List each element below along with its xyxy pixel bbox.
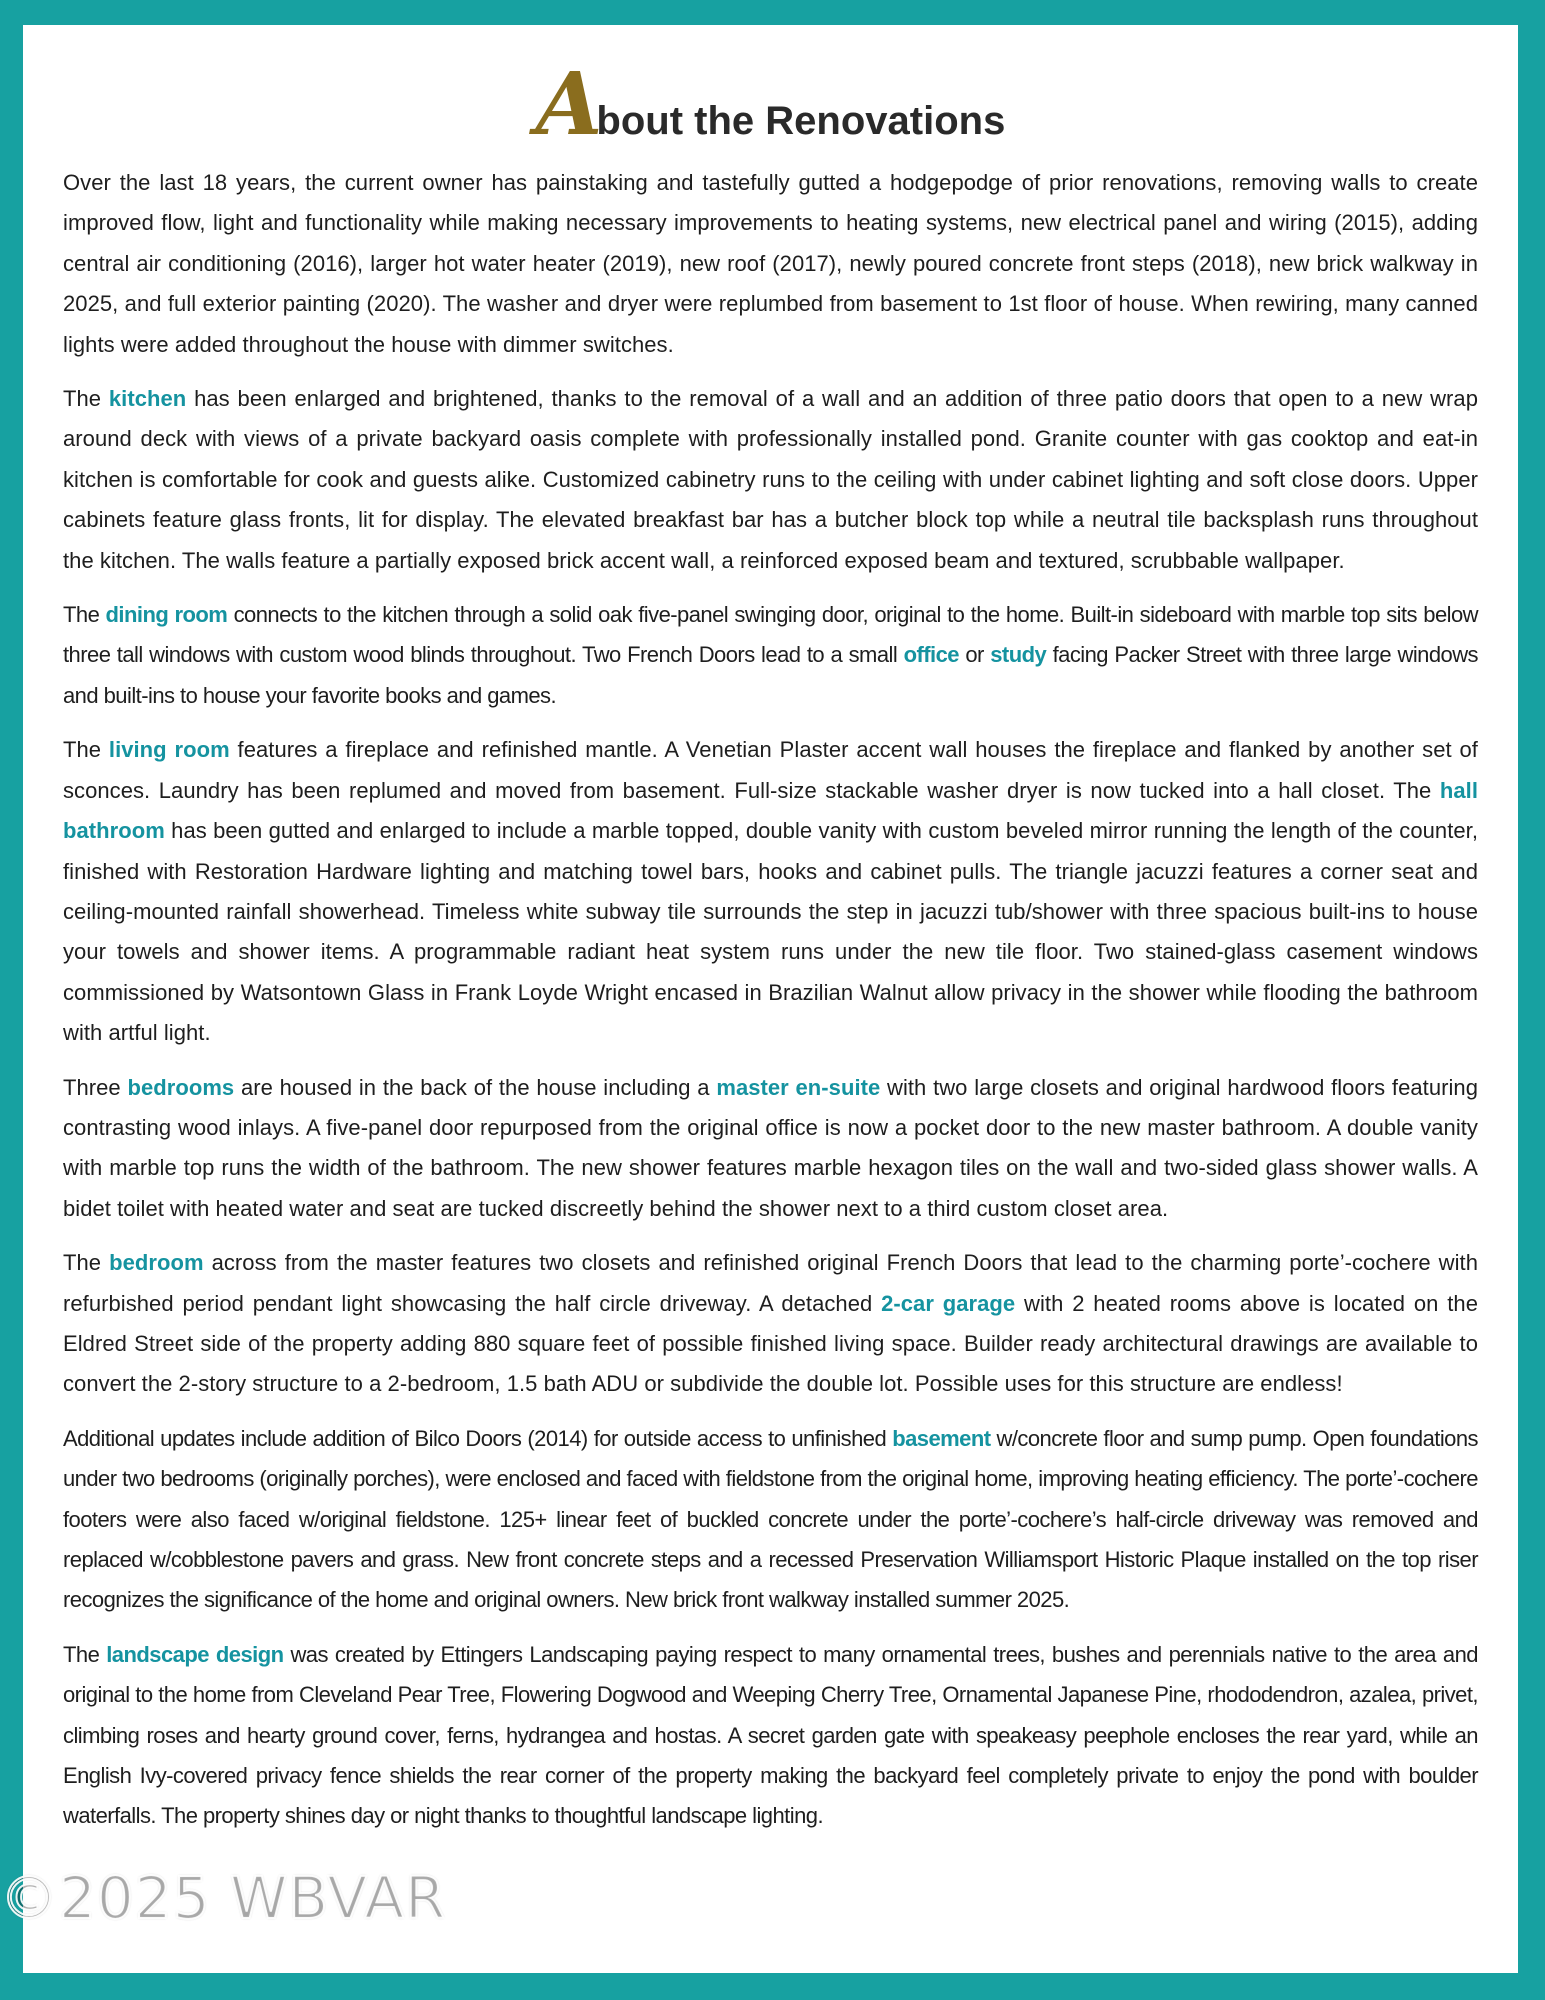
highlight-garage: 2-car garage (881, 1290, 1016, 1316)
paragraph-text: features a fireplace and refinished mantle. A Venetian Plaster accent wall houses the fireplace and flanked by another set of sconces. Laundry has been replumed and moved from basement. Full-size stackable washer dryer is now tucked into a hall closet. The (63, 737, 1478, 803)
paragraph-text: facing Packer Street with three large windows and built-ins to house your favorite books and games. (63, 642, 1478, 708)
paragraph-text: The (63, 386, 109, 412)
highlight-dining-room: dining room (105, 602, 228, 628)
document-page (23, 25, 1518, 1973)
paragraph-bedroom-garage (63, 1243, 1478, 1405)
paragraph-text: Three (63, 1074, 128, 1100)
highlight-landscape-design: landscape design (106, 1641, 284, 1667)
highlight-hall-bathroom: hall bathroom (63, 777, 1478, 844)
paragraph-text: has been enlarged and brightened, thanks to the removal of a wall and an addition of three patio doors that open to a new wrap around deck with views of a private backyard oasis complete with professionally installed pond. Granite counter with gas cooktop and eat-in kitchen is comfortable for cook and guests alike. Customized cabinetry runs to the ceiling with under cabinet lighting and soft close doors. Upper cabinets feature glass fronts, lit for display. The elevated breakfast bar has a butcher block top while a neutral tile backsplash runs throughout the kitchen. The walls feature a partially exposed brick accent wall, a reinforced exposed beam and textured, scrubbable wallpaper. (63, 386, 1478, 573)
page-title (63, 54, 1478, 155)
highlight-bedroom: bedroom (109, 1250, 204, 1276)
paragraph-text: was created by Ettingers Landscaping paying respect to many ornamental trees, bushes and perennials native to the area and original to the home from Cleveland Pear Tree, Flowering Dogwood and Weeping Cherry Tree, Ornamental Japanese Pine, rhododendron, azalea, privet, climbing roses and hearty ground cover, ferns, hydrangea and hostas. A secret garden gate with speakeasy peephole encloses the rear yard, while an English Ivy-covered privacy fence shields the rear corner of the property making the backyard feel completely private to enjoy the pond with boulder waterfalls. The property shines day or night thanks to thoughtful landscape lighting. (63, 1641, 1478, 1829)
paragraph-text: The (63, 1641, 107, 1667)
paragraph-text: Additional updates include addition of Bilco Doors (2014) for outside access to unfinished (63, 1425, 893, 1451)
title-text: bout the Renovations (596, 99, 1006, 143)
paragraph-landscape (63, 1635, 1478, 1837)
paragraph-kitchen (63, 379, 1478, 581)
highlight-kitchen: kitchen (108, 386, 187, 412)
highlight-office: office (903, 642, 959, 668)
paragraph-text: The (63, 602, 106, 628)
paragraph-text: The (63, 1250, 110, 1276)
paragraph-text: are housed in the back of the house including a (234, 1074, 717, 1100)
highlight-bedrooms: bedrooms (127, 1074, 235, 1100)
paragraph-text: has been gutted and enlarged to include a marble topped, double vanity with custom beveled mirror running the length of the counter, finished with Restoration Hardware lighting and matching towel bars, hooks and cabinet pulls. The triangle jacuzzi features a corner seat and ceiling-mounted rainfall showerhead. Timeless white subway tile surrounds the step in jacuzzi tub/shower with three spacious built-ins to house your towels and shower items. A programmable radiant heat system runs under the new tile floor. Two stained-glass casement windows commissioned by Watsontown Glass in Frank Loyde Wright encased in Brazilian Walnut allow privacy in the shower while flooding the bathroom with artful light. (63, 818, 1478, 1046)
paragraph-text: connects to the kitchen through a solid oak five-panel swinging door, original to the home. Built-in sideboard with marble top sits below three tall windows with custom wood blinds throughout. Two French Doors lead to a small (63, 602, 1479, 668)
paragraph-text: or (958, 642, 991, 668)
paragraph-text: with two large closets and original hardwood floors featuring contrasting wood inlays. A five-panel door repurposed from the original office is now a pocket door to the new master bathroom. A double vanity with marble top runs the width of the bathroom. The new shower features marble hexagon tiles on the wall and two-sided glass shower walls. A bidet toilet with heated water and seat are tucked discreetly behind the shower next to a third custom closet area. (63, 1074, 1478, 1221)
paragraph-additional-updates (63, 1419, 1478, 1621)
paragraph-text: w/concrete floor and sump pump. Open foundations under two bedrooms (originally porches), were enclosed and faced with fieldstone from the original home, improving heating efficiency. The porte’-cochere footers were also faced w/original fieldstone. 125+ linear feet of buckled concrete under the porte’-cochere’s half-circle driveway was removed and replaced w/cobblestone pavers and grass. New front concrete steps and a recessed Preservation Williamsport Historic Plaque installed on the top riser recognizes the significance of the home and original owners. New brick front walkway installed summer 2025. (63, 1425, 1478, 1613)
highlight-living-room: living room (108, 737, 230, 763)
copyright-watermark: ©2025 WBVAR (0, 1864, 447, 1932)
title-dropcap: A (535, 54, 597, 155)
paragraph-text: Over the last 18 years, the current owner has painstaking and tastefully gutted a hodgepodge of prior renovations, removing walls to create improved flow, light and functionality while making necessary improvements to heating systems, new electrical panel and wiring (2015), adding central air conditioning (2016), larger hot water heater (2019), new roof (2017), newly poured concrete front steps (2018), new brick walkway in 2025, and full exterior painting (2020). The washer and dryer were replumbed from basement to 1st floor of house. When rewiring, many canned lights were added throughout the house with dimmer switches. (63, 170, 1478, 357)
paragraph-living-room (63, 730, 1478, 1053)
paragraph-text: with 2 heated rooms above is located on the Eldred Street side of the property adding 880 square feet of possible finished living space. Builder ready architectural drawings are available to convert the 2-story structure to a 2-bedroom, 1.5 bath ADU or subdivide the double lot. Possible uses for this structure are endless! (63, 1290, 1478, 1397)
highlight-basement: basement (892, 1425, 991, 1451)
highlight-master-en-suite: master en-suite (716, 1074, 881, 1100)
paragraph-overview (63, 163, 1478, 365)
paragraph-bedrooms (63, 1068, 1478, 1230)
paragraph-dining-room (63, 595, 1478, 716)
paragraph-text: The (63, 737, 109, 763)
paragraph-text: across from the master features two closets and refinished original French Doors that lead to the charming porte’-cochere with refurbished period pendant light showcasing the half circle driveway. A detached (63, 1250, 1478, 1316)
highlight-study: study (990, 642, 1047, 668)
